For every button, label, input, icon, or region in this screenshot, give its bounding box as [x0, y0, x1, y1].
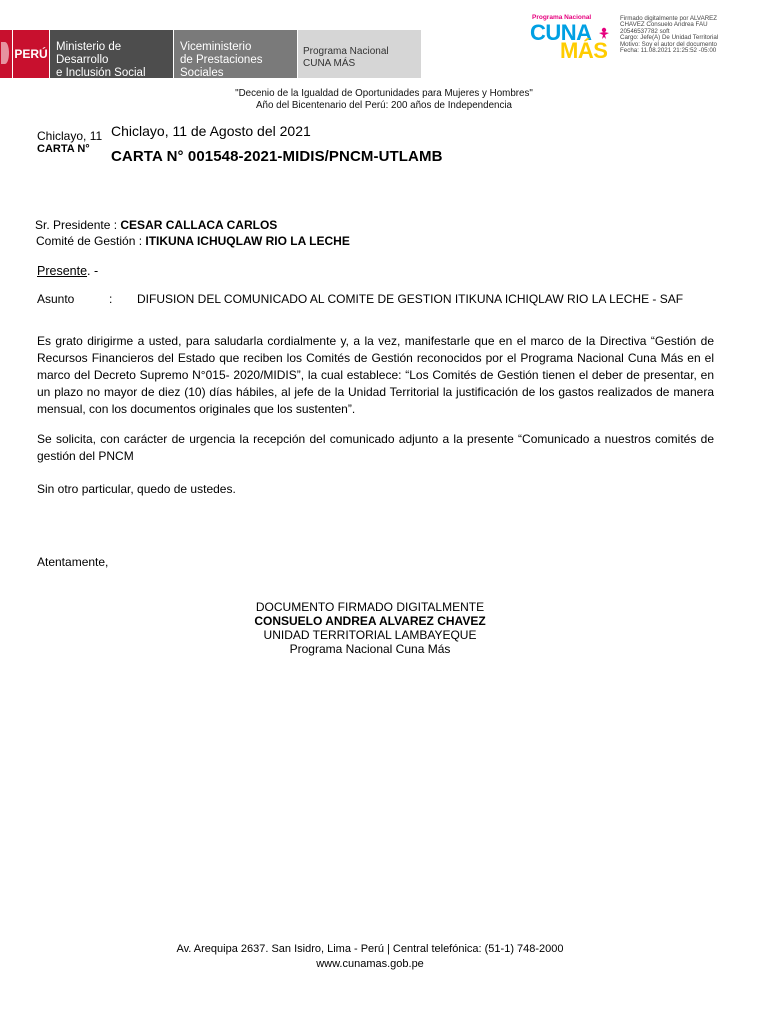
signatory-unit: UNIDAD TERRITORIAL LAMBAYEQUE [263, 628, 477, 642]
presente-suffix: . - [87, 264, 99, 278]
comite-label: Comité de Gestión : [36, 234, 146, 248]
letter-number: CARTA N° 001548-2021-MIDIS/PNCM-UTLAMB [111, 148, 443, 165]
peru-label: PERÚ [12, 30, 49, 78]
programa-line-1: Programa Nacional [303, 46, 389, 57]
coat-of-arms-icon [0, 30, 12, 78]
viceministerio-line-2: de Prestaciones Sociales [180, 54, 263, 79]
asunto-label: Asunto [37, 292, 75, 306]
atentamente: Atentamente, [37, 555, 109, 569]
signature-digital-label: DOCUMENTO FIRMADO DIGITALMENTE [255, 600, 485, 614]
asunto-colon: : [109, 292, 113, 306]
logo-cuna-text: CUNA [530, 20, 592, 45]
presidente-name: CESAR CALLACA CARLOS [120, 218, 278, 232]
viceministerio-label [173, 30, 297, 78]
logo-program-text: Programa Nacional [532, 14, 592, 21]
footer-address: Av. Arequipa 2637. San Isidro, Lima - Perú | Central telefónica: (51-1) 748-2000 [176, 943, 564, 955]
decenio-line-1: "Decenio de la Igualdad de Oportunidades para Mujeres y Hombres" [235, 88, 533, 99]
ministerio-line-1: Ministerio de Desarrollo [56, 41, 122, 66]
programa-line-2: CUNA MÁS [303, 58, 356, 69]
footer-website: www.cunamas.gob.pe [316, 958, 424, 970]
viceministerio-line-1: Viceministerio [180, 41, 252, 53]
asunto-text: DIFUSION DEL COMUNICADO AL COMITE DE GESTION ITIKUNA ICHIQLAW RIO LA LECHE - SAF [137, 292, 684, 306]
ministerio-label [49, 30, 173, 78]
stamp-line: Firmado digitalmente por ALVAREZ [620, 15, 718, 22]
date-underlay: Chiclayo, 11 [37, 129, 103, 143]
letter-date: Chiclayo, 11 de Agosto del 2021 [111, 123, 311, 139]
body-paragraph: Es grato dirigirme a usted, para saludarla cordialmente y, a la vez, manifestarle que en el marco de la Directiva “Gestión de Recursos Financieros del Estado que reciben los Comités de Gestión reconocidos por el Programa Nacional Cuna Más en el marco del Decreto Supremo N°015- 2020/MIDIS”, la cual establece: “Los Comités de Gestión tienen el deber de presentar, en un plazo no mayor de diez (10) días hábiles, al jefe de la Unidad Territorial la justificación de los gastos realizados de manera mensual, con los documentos originales que los sustenten”. [37, 334, 714, 416]
logo-mas-text: MÁS [560, 38, 608, 63]
ministerio-line-2: e Inclusión Social [56, 67, 146, 79]
signatory-program: Programa Nacional Cuna Más [289, 642, 451, 656]
stamp-line: Motivo: Soy el autor del documento [620, 40, 717, 48]
decenio-line-2: Año del Bicentenario del Perú: 200 años de Independencia [255, 100, 512, 111]
page-footer [0, 942, 740, 972]
stamp-line: 20546537782 soft [620, 27, 670, 35]
presente-word: Presente [37, 264, 88, 278]
government-banner [0, 30, 421, 78]
presidente-label: Sr. Presidente : [35, 218, 121, 232]
signatory-name: CONSUELO ANDREA ALVAREZ CHAVEZ [254, 614, 486, 628]
decenio-header [0, 88, 768, 112]
signature-block [0, 600, 740, 656]
carta-underlay: CARTA N° [37, 143, 90, 155]
recipient-presidente [35, 218, 277, 232]
recipient-comite [36, 234, 350, 248]
presente-salutation [37, 264, 98, 278]
child-figure-icon [598, 27, 610, 39]
digital-signature-stamp [620, 16, 765, 54]
programa-label [297, 30, 421, 78]
comite-name: ITIKUNA ICHUQLAW RIO LA LECHE [145, 234, 350, 248]
cuna-mas-logo [528, 14, 618, 62]
stamp-line: Fecha: 11.08.2021 21:25:52 -05:00 [620, 47, 717, 55]
closing-paragraph: Sin otro particular, quedo de ustedes. [37, 482, 236, 496]
body-paragraph: Se solicita, con carácter de urgencia la recepción del comunicado adjunto a la presente “Comunicado a nuestros comités de gestión del PNCM [37, 432, 714, 463]
stamp-line: CHAVEZ Consuelo Andrea FAU [620, 21, 708, 29]
stamp-line: Cargo: Jefe(A) De Unidad Territorial [620, 34, 719, 42]
